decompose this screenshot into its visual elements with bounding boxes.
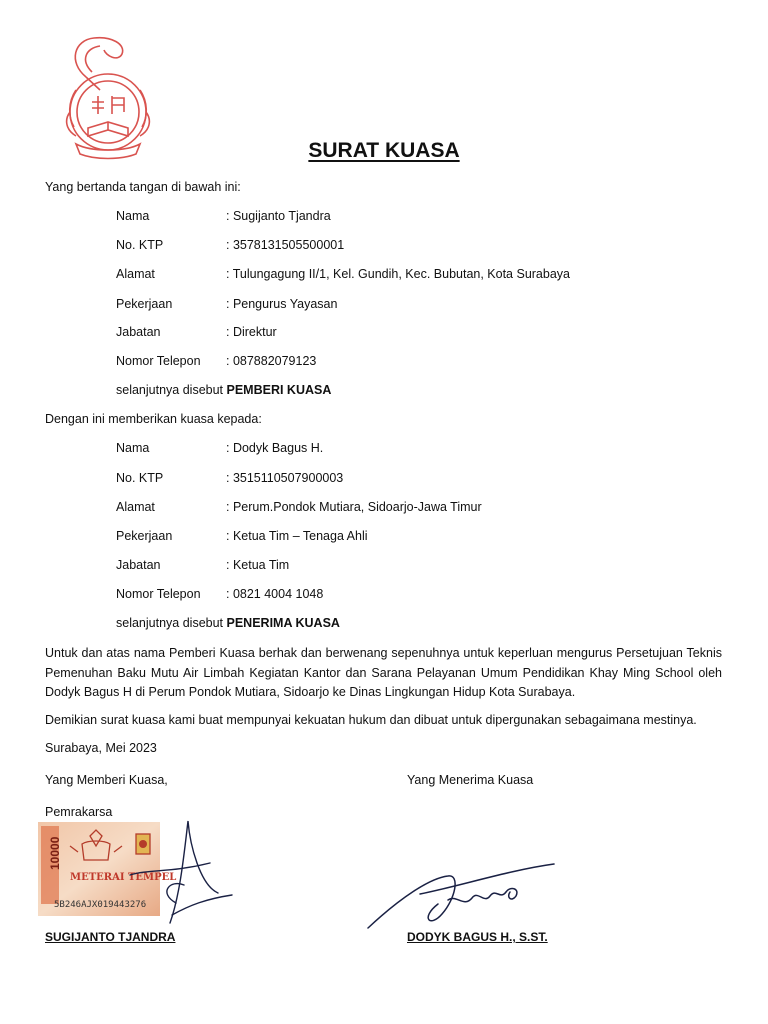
grantee-position-label: Jabatan [116, 558, 161, 572]
grantee-occupation-value: : Ketua Tim – Tenaga Ahli [226, 529, 368, 543]
grantee-name-value: : Dodyk Bagus H. [226, 441, 324, 455]
grantor-phone-value: : 087882079123 [226, 354, 317, 368]
grantor-signature-subheading: Pemrakarsa [45, 805, 113, 819]
document-title-text: SURAT KUASA [308, 139, 460, 162]
grantee-address-value: : Perum.Pondok Mutiara, Sidoarjo-Jawa Timur [226, 500, 482, 514]
grantee-phone-value: : 0821 4004 1048 [226, 587, 324, 601]
grantee-signature-icon [360, 858, 560, 936]
grantor-signatory-name: SUGIJANTO TJANDRA [45, 930, 176, 944]
grantee-position-value: : Ketua Tim [226, 558, 290, 572]
meterai-serial: 5B246AJX019443276 [54, 900, 147, 910]
grantor-role: PEMBERI KUASA [226, 383, 332, 397]
intro-text: Yang bertanda tangan di bawah ini: [45, 180, 241, 194]
grantor-ktp-label: No. KTP [116, 238, 164, 252]
grantor-hereinafter [116, 383, 331, 397]
grantee-signatory-name: DODYK BAGUS H., S.ST. [407, 930, 548, 944]
grantee-ktp-value: : 3515110507900003 [226, 471, 344, 485]
grantee-role: PENERIMA KUASA [226, 616, 340, 630]
grantor-position-label: Jabatan [116, 325, 161, 339]
closing-paragraph: Demikian surat kuasa kami buat mempunyai kekuatan hukum dan dibuat untuk dipergunakan sebagaimana mestinya. [45, 713, 697, 727]
document-title [0, 139, 768, 163]
grantee-occupation-label: Pekerjaan [116, 529, 173, 543]
grantee-name-label: Nama [116, 441, 150, 455]
grantor-address-value: : Tulungagung II/1, Kel. Gundih, Kec. Bubutan, Kota Surabaya [226, 267, 570, 281]
grantor-name-value: : Sugijanto Tjandra [226, 209, 331, 223]
grantee-hereinafter [116, 616, 340, 630]
meterai-amount: 10000 [48, 836, 62, 870]
body-paragraph: Untuk dan atas nama Pemberi Kuasa berhak dan berwenang sepenuhnya untuk keperluan mengurus Persetujuan Teknis Pemenuhan Baku Mutu Air Limbah Kegiatan Kantor dan Sarana Pelayanan Umum Pendidikan Khay Ming School oleh Dodyk Bagus H di Perum Pondok Mutiara, Sidoarjo ke Dinas Lingkungan Hidup Kota Surabaya. [45, 646, 722, 700]
grantor-position-value: : Direktur [226, 325, 277, 339]
grantor-signature-heading: Yang Memberi Kuasa, [45, 773, 168, 787]
grantee-signature-heading: Yang Menerima Kuasa [407, 773, 534, 787]
grantor-phone-label: Nomor Telepon [116, 354, 201, 368]
grantor-signature-icon [110, 815, 240, 935]
meterai-label: METERAI TEMPEL [70, 872, 177, 883]
grantee-address-label: Alamat [116, 500, 155, 514]
grantor-name-label: Nama [116, 209, 150, 223]
grantor-ktp-value: : 3578131505500001 [226, 238, 345, 252]
grantor-hereinafter-prefix: selanjutnya disebut [116, 383, 227, 397]
grantee-ktp-label: No. KTP [116, 471, 164, 485]
place-date: Surabaya, Mei 2023 [45, 741, 157, 755]
grantor-occupation-value: : Pengurus Yayasan [226, 297, 338, 311]
grantor-occupation-label: Pekerjaan [116, 297, 173, 311]
grantor-address-label: Alamat [116, 267, 155, 281]
grantee-hereinafter-prefix: selanjutnya disebut [116, 616, 227, 630]
grantee-phone-label: Nomor Telepon [116, 587, 201, 601]
grant-intro-text: Dengan ini memberikan kuasa kepada: [45, 412, 262, 426]
